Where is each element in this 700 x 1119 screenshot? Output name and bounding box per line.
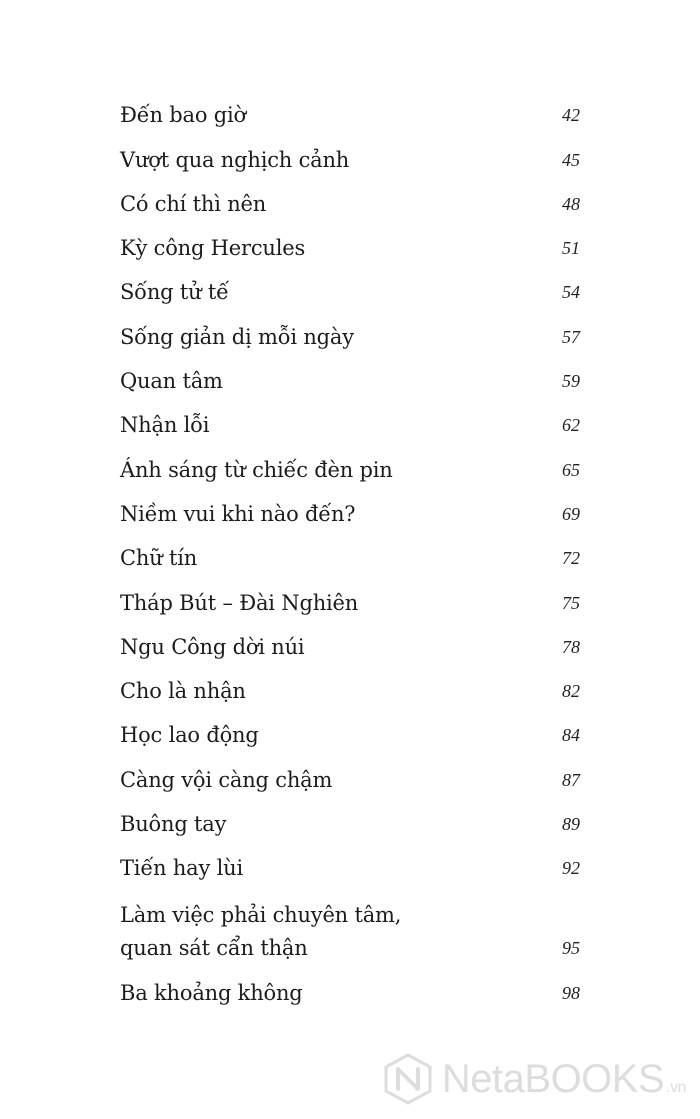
toc-entry-page: 72: [562, 548, 580, 569]
toc-entry: [120, 225, 580, 269]
toc-entry: [120, 712, 580, 756]
toc-entry-title: Làm việc phải chuyên tâm, quan sát cẩn thận: [120, 903, 402, 961]
toc-entry-page: 48: [562, 193, 580, 214]
netabooks-logo-icon: [382, 1053, 434, 1105]
toc-entry-page: 82: [562, 681, 580, 702]
toc-entry: [120, 969, 580, 1013]
toc-entry: [120, 624, 580, 668]
toc-entry-page: 92: [562, 858, 580, 879]
toc-entry-page: 42: [562, 105, 580, 126]
toc-entry-page: 54: [562, 282, 580, 303]
toc-entry-title: Sống giản dị mỗi ngày: [120, 324, 354, 349]
toc-entry-title: Nhận lỗi: [120, 413, 210, 438]
toc-entry-title: Buông tay: [120, 812, 227, 837]
toc-entry: [120, 801, 580, 845]
toc-entry-title: Vượt qua nghịch cảnh: [120, 147, 350, 172]
toc-entry: [120, 491, 580, 535]
watermark-text: [442, 1057, 686, 1102]
toc-entry-title: Ánh sáng từ chiếc đèn pin: [120, 457, 393, 482]
toc-entry-title: Kỳ công Hercules: [120, 236, 306, 261]
toc-entry-page: 84: [562, 725, 580, 746]
toc-entry-title: Tiến hay lùi: [120, 856, 243, 881]
toc-entry: [120, 756, 580, 800]
toc-entry-page: 89: [562, 814, 580, 835]
toc-entry: [120, 579, 580, 623]
toc-entry-page: 95: [562, 938, 580, 959]
toc-entry: [120, 181, 580, 225]
toc-entry-page: 59: [562, 371, 580, 392]
toc-entry: [120, 535, 580, 579]
toc-entry-page: 45: [562, 149, 580, 170]
toc-entry-title: Chữ tín: [120, 546, 198, 571]
toc-entry-title: Tháp Bút – Đài Nghiên: [120, 590, 359, 615]
toc-entry-title: Càng vội càng chậm: [120, 767, 333, 792]
netabooks-watermark: [382, 1053, 686, 1105]
toc-entry: [120, 845, 580, 889]
toc-entry-page: 87: [562, 769, 580, 790]
toc-entry: [120, 446, 580, 490]
table-of-contents: [120, 92, 580, 1014]
toc-entry-title: Có chí thì nên: [120, 191, 267, 216]
toc-entry: [120, 889, 580, 969]
toc-entry-title: Sống tử tế: [120, 280, 229, 305]
toc-entry: [120, 668, 580, 712]
toc-entry-page: 65: [562, 459, 580, 480]
toc-entry-title: Học lao động: [120, 723, 259, 748]
toc-entry-title: Ngu Công dời núi: [120, 634, 305, 659]
toc-entry-title: Đến bao giờ: [120, 103, 246, 128]
toc-entry: [120, 92, 580, 136]
toc-entry-page: 51: [562, 238, 580, 259]
toc-entry-page: 78: [562, 636, 580, 657]
toc-entry-page: 69: [562, 503, 580, 524]
toc-entry-page: 57: [562, 326, 580, 347]
toc-entry-title: Niềm vui khi nào đến?: [120, 501, 356, 526]
toc-entry: [120, 313, 580, 357]
toc-entry-title: Cho là nhận: [120, 679, 246, 704]
toc-entry: [120, 269, 580, 313]
toc-entry: [120, 402, 580, 446]
toc-entry: [120, 136, 580, 180]
toc-entry-title: Ba khoảng không: [120, 980, 303, 1005]
watermark-domain: .vn: [666, 1078, 686, 1096]
toc-entry-title: Quan tâm: [120, 369, 223, 394]
toc-entry-page: 75: [562, 592, 580, 613]
toc-entry-page: 98: [562, 982, 580, 1003]
watermark-brand: NetaBOOKS: [441, 1056, 665, 1101]
toc-entry-page: 62: [562, 415, 580, 436]
toc-entry: [120, 358, 580, 402]
